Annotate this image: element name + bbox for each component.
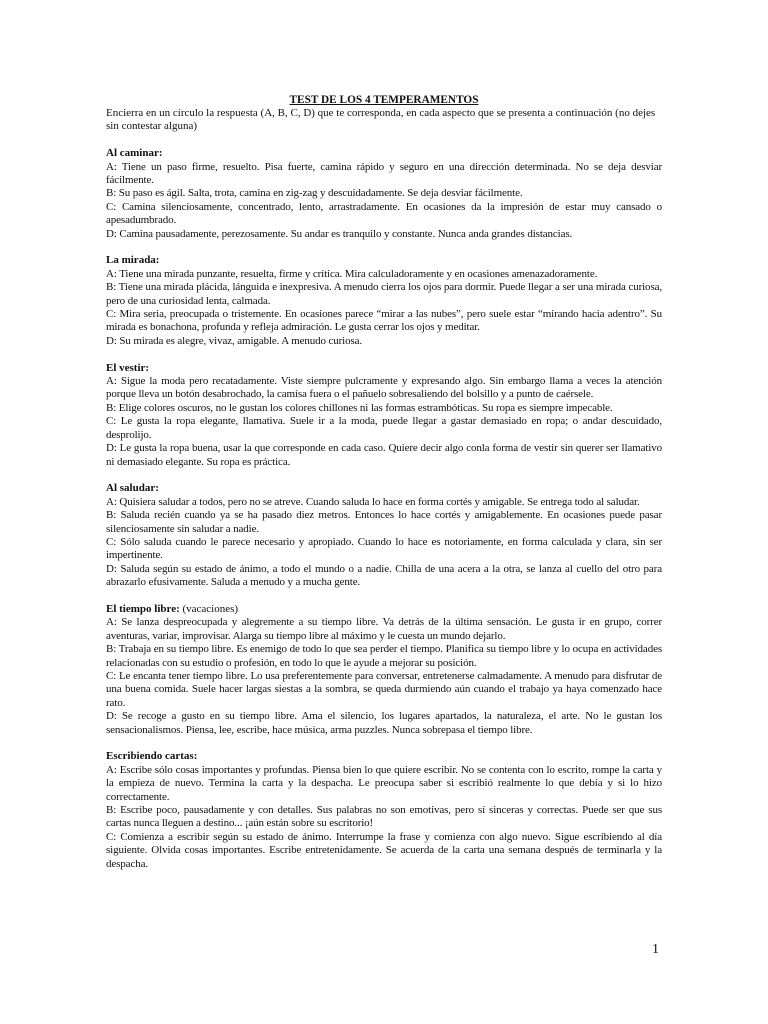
- option-c: C: Mira seria, preocupada o tristemente. En ocasiones parece “mirar a las nubes”, pero suele estar “mirando hacia adentro”. Su mirada es bonachona, profunda y refleja admiración. Le gusta cerrar los ojos y meditar.: [106, 308, 662, 334]
- page-number: 1: [652, 942, 659, 957]
- instructions-text: Encierra en un círculo la respuesta (A, B, C, D) que te corresponda, en cada aspecto que se presenta a continuación (no dejes sin contestar alguna): [106, 107, 656, 133]
- option-b: B: Elige colores oscuros, no le gustan los colores chillones ni las formas estrambóticas. Su ropa es siempre impecable.: [106, 401, 613, 414]
- section-al-saludar: [106, 482, 662, 589]
- section-heading-text: Escribiendo cartas:: [106, 750, 198, 763]
- option-b: B: Escribe poco, pausadamente y con detalles. Sus palabras no son emotivas, pero sí sinceras y correctas. Puede ser que sus cartas nunca lleguen a destino... ¡aún están sobre su escritorio!: [106, 804, 662, 830]
- option-c: C: Sólo saluda cuando le parece necesario y apropiado. Cuando lo hace es notoriamente, en forma calculada y clara, sin ser impertinente.: [106, 535, 662, 562]
- option-d: D: Su mirada es alegre, vivaz, amigable. A menudo curiosa.: [106, 334, 363, 347]
- option-a: A: Se lanza despreocupada y alegremente a su tiempo libre. Va detrás de la última sensación. Le gusta ir en grupo, correr aventuras, variar, improvisar. Alarga su tiempo libre al máximo y le cuesta un mundo dejarlo.: [106, 616, 662, 642]
- section-heading-text: El tiempo libre:: [106, 602, 180, 615]
- option-b: B: Tiene una mirada plácida, lánguida e inexpresiva. A menudo cierra los ojos para dormir. Puede llegar a ser una mirada curiosa, pero de una curiosidad lenta, calmada.: [106, 281, 662, 307]
- option-d: D: Se recoge a gusto en su tiempo libre. Ama el silencio, los lugares apartados, la naturaleza, el arte. No le gustan los sensacionalismos. Piensa, lee, escribe, hace música, arma puzzles. Nunca sobrepasa el tiempo libre.: [106, 710, 662, 736]
- option-c: C: Comienza a escribir según su estado de ánimo. Interrumpe la frase y comienza con algo nuevo. Sigue escribiendo al día siguiente. Olvida cosas importantes. Escribe entretenidamente. Se acuerda de la carta una semana después de terminarla y la despacha.: [106, 830, 662, 870]
- option-a: A: Tiene una mirada punzante, resuelta, firme y crítica. Mira calculadoramente y en ocasiones amenazadoramente.: [106, 267, 598, 280]
- option-a: A: Quisiera saludar a todos, pero no se atreve. Cuando saluda lo hace en forma cortés y amigable. Se entrega todo al saludar.: [106, 495, 640, 508]
- section-el-vestir: [106, 362, 662, 469]
- option-d: D: Le gusta la ropa buena, usar la que corresponde en cada caso. Quiere decir algo conla forma de vestir sin querer ser llamativo ni demasiado elegante. Su ropa es práctica.: [106, 442, 662, 468]
- option-a: A: Tiene un paso firme, resuelto. Pisa fuerte, camina rápido y seguro en una dirección determinada. No se deja desviar fácilmente.: [106, 160, 662, 187]
- option-a: A: Sigue la moda pero recatadamente. Viste siempre pulcramente y expresando algo. Sin embargo llama a veces la atención porque lleva un botón desabrochado, la camisa fuera o el pañuelo sobresaliendo del bolsillo y a punto de caérsele.: [106, 375, 662, 401]
- option-d: D: Saluda según su estado de ánimo, a todo el mundo o a nadie. Chilla de una acera a la otra, se lanza al cuello del otro para abrazarlo efusivamente. Saluda a menudo y a mucha gente.: [106, 562, 662, 589]
- option-c: C: Camina silenciosamente, concentrado, lento, arrastradamente. En ocasiones da la impresión de estar muy cansado o apesadumbrado.: [106, 200, 662, 227]
- section-heading: [106, 254, 662, 267]
- section-heading: [106, 603, 662, 616]
- section-heading-text: Al saludar:: [106, 482, 159, 495]
- section-heading: [106, 147, 662, 160]
- option-d: D: Camina pausadamente, perezosamente. Su andar es tranquilo y constante. Nunca anda grandes distancias.: [106, 227, 573, 240]
- option-b: B: Saluda recién cuando ya se ha pasado diez metros. Entonces lo hace cortés y amigablemente. En ocasiones puede pasar silenciosamente sin saludar a nadie.: [106, 509, 662, 535]
- section-heading-text: Al caminar:: [106, 147, 163, 160]
- option-b: B: Trabaja en su tiempo libre. Es enemigo de todo lo que sea perder el tiempo. Planifica su tiempo libre y lo ocupa en actividades relacionadas con su estudio o profesión, en todo lo que le ayude a mejorar su posición.: [106, 643, 662, 669]
- section-al-caminar: [106, 147, 662, 241]
- section-heading: [106, 362, 662, 375]
- section-el-tiempo-libre: [106, 603, 662, 737]
- section-heading-text: La mirada:: [106, 254, 160, 267]
- option-c: C: Le encanta tener tiempo libre. Lo usa preferentemente para conversar, entretenerse calmadamente. A menudo para disfrutar de una buena comida. Suele hacer largas siestas a la sombra, se queda durmiendo aún cuando el trabajo ya haya comenzado hace rato.: [106, 669, 662, 709]
- section-la-mirada: [106, 254, 662, 348]
- section-heading: [106, 750, 662, 763]
- section-heading-note: (vacaciones): [179, 602, 239, 615]
- option-b: B: Su paso es ágil. Salta, trota, camina en zig-zag y descuidadamente. Se deja desviar fácilmente.: [106, 187, 523, 200]
- option-c: C: Le gusta la ropa elegante, llamativa. Suele ir a la moda, puede llegar a gastar demasiado en ropa; o andar descuidado, desprolijo.: [106, 415, 662, 441]
- document-title: TEST DE LOS 4 TEMPERAMENTOS: [289, 94, 479, 106]
- option-a: A: Escribe sólo cosas importantes y profundas. Piensa bien lo que quiere escribir. No se contenta con lo escrito, rompe la carta y la empieza de nuevo. Termina la carta y la despacha. Le preocupa saber si escribió realmente lo que debía y si lo hizo correctamente.: [106, 763, 662, 803]
- section-heading: [106, 482, 662, 495]
- section-escribiendo-cartas: [106, 750, 662, 871]
- document-page: [106, 94, 662, 871]
- section-heading-text: El vestir:: [106, 361, 150, 374]
